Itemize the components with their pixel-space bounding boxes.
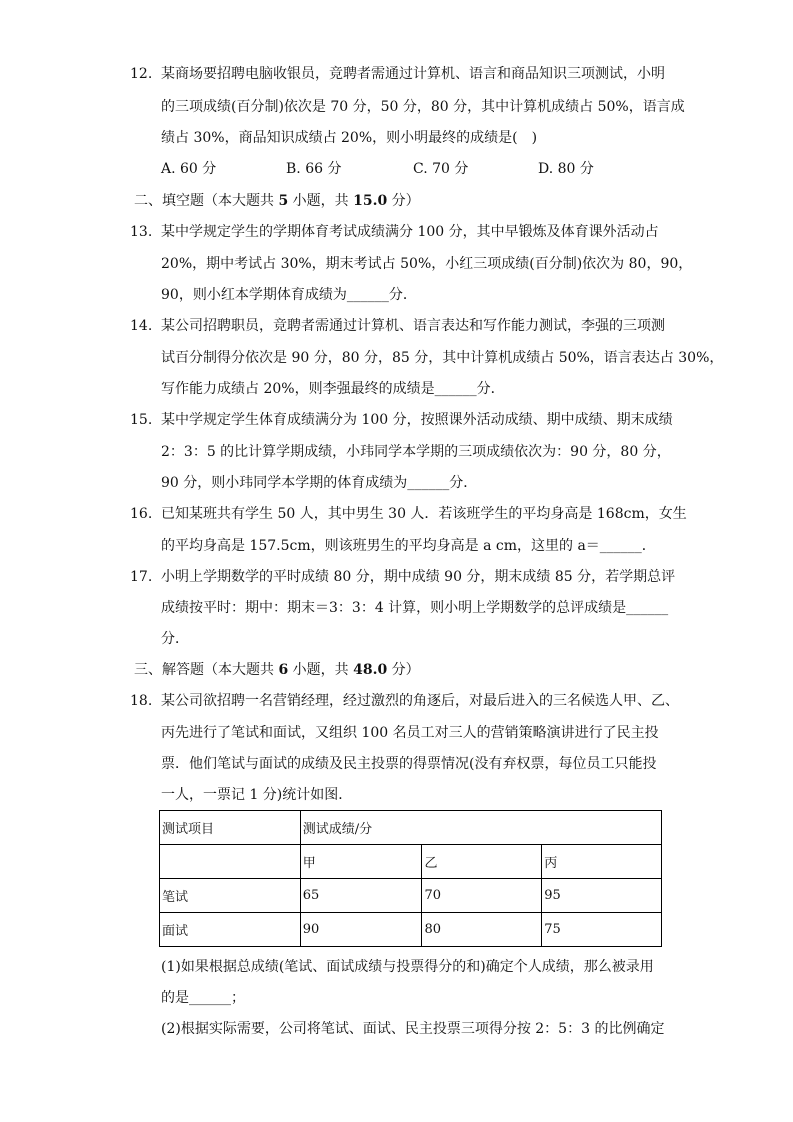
table-cell: 65	[300, 879, 422, 913]
question-16-number: 16.	[130, 506, 153, 522]
table-candidate-bing: 丙	[542, 845, 662, 879]
question-17-line-3: 分．	[161, 631, 189, 647]
table-header-item: 测试项目	[160, 811, 301, 845]
table-row-label: 面试	[160, 913, 301, 947]
option-c: C. 70 分	[413, 161, 469, 177]
question-17-number: 17.	[130, 569, 153, 585]
section-3-heading: 三、解答题（本大题共 6 小题，共 48.0 分）	[134, 662, 420, 678]
question-18-part-1-line-1: (1)如果根据总成绩(笔试、面试成绩与投票得分的和)确定个人成绩，那么被录用	[161, 959, 654, 975]
question-15-line-1: 某中学规定学生体育成绩满分为 100 分，按照课外活动成绩、期中成绩、期末成绩	[161, 412, 673, 428]
question-18-line-2: 丙先进行了笔试和面试，又组织 100 名员工对三人的营销策略演讲进行了民主投	[161, 725, 659, 741]
table-candidate-jia: 甲	[300, 845, 422, 879]
question-12-line-2: 的三项成绩(百分制)依次是 70 分，50 分，80 分，其中计算机成绩占 50%，语言成	[161, 99, 685, 115]
question-18-part-1-line-2: 的是______；	[161, 990, 245, 1006]
question-17-line-1: 小明上学期数学的平时成绩 80 分，期中成绩 90 分，期末成绩 85 分，若学期总评	[161, 569, 676, 585]
table-row-label: 笔试	[160, 879, 301, 913]
question-18-number: 18.	[130, 693, 153, 709]
question-18-part-2-line-1: (2)根据实际需要，公司将笔试、面试、民主投票三项得分按 2：5：3 的比例确定	[161, 1021, 665, 1037]
table-row	[160, 879, 662, 913]
question-12-line-3: 绩占 30%，商品知识成绩占 20%，则小明最终的成绩是( )	[161, 130, 538, 146]
table-candidate-row	[160, 845, 662, 879]
question-13-line-3: 90，则小红本学期体育成绩为______分．	[161, 287, 417, 303]
question-14-line-2: 试百分制得分依次是 90 分，80 分，85 分，其中计算机成绩占 50%，语言表达占 30%，	[161, 350, 724, 366]
question-12-number: 12.	[130, 66, 153, 82]
score-table	[159, 810, 662, 947]
question-18-line-1: 某公司欲招聘一名营销经理，经过激烈的角逐后，对最后进入的三名候选人甲、乙、	[161, 693, 679, 709]
question-14-number: 14.	[130, 318, 153, 334]
question-15-line-3: 90 分，则小玮同学本学期的体育成绩为______分．	[161, 475, 478, 491]
table-cell: 90	[300, 913, 422, 947]
table-header-row	[160, 811, 662, 845]
option-b: B. 66 分	[286, 161, 342, 177]
table-row	[160, 913, 662, 947]
question-18-line-3: 票．他们笔试与面试的成绩及民主投票的得票情况(没有弃权票，每位员工只能投	[161, 756, 657, 772]
section-2-heading: 二、填空题（本大题共 5 小题，共 15.0 分）	[134, 193, 420, 209]
question-18-line-4: 一人，一票记 1 分)统计如图．	[161, 787, 353, 803]
question-15-number: 15.	[130, 412, 153, 428]
question-16-line-1: 已知某班共有学生 50 人，其中男生 30 人．若该班学生的平均身高是 168cm，女生	[161, 506, 687, 522]
question-13-line-1: 某中学规定学生的学期体育考试成绩满分 100 分，其中早锻炼及体育课外活动占	[161, 224, 659, 240]
table-cell: 75	[542, 913, 662, 947]
question-13-line-2: 20%，期中考试占 30%，期末考试占 50%，小红三项成绩(百分制)依次为 80，90，	[161, 256, 693, 272]
table-cell: 70	[422, 879, 542, 913]
question-15-line-2: 2：3：5 的比计算学期成绩，小玮同学本学期的三项成绩依次为：90 分，80 分，	[161, 444, 671, 460]
option-d: D. 80 分	[538, 161, 594, 177]
question-14-line-1: 某公司招聘职员，竞聘者需通过计算机、语言表达和写作能力测试，李强的三项测	[161, 318, 665, 334]
table-cell-empty	[160, 845, 301, 879]
question-17-line-2: 成绩按平时：期中：期末＝3：3：4 计算，则小明上学期数学的总评成绩是______	[161, 600, 669, 616]
table-cell: 95	[542, 879, 662, 913]
option-a: A. 60 分	[161, 161, 217, 177]
table-candidate-yi: 乙	[422, 845, 542, 879]
table-cell: 80	[422, 913, 542, 947]
question-12-line-1: 某商场要招聘电脑收银员，竞聘者需通过计算机、语言和商品知识三项测试，小明	[161, 66, 665, 82]
question-16-line-2: 的平均身高是 157.5cm，则该班男生的平均身高是 a cm，这里的 a＝______．	[161, 538, 656, 554]
question-13-number: 13.	[130, 224, 153, 240]
table-header-score: 测试成绩/分	[300, 811, 661, 845]
question-14-line-3: 写作能力成绩占 20%，则李强最终的成绩是______分．	[161, 381, 505, 397]
